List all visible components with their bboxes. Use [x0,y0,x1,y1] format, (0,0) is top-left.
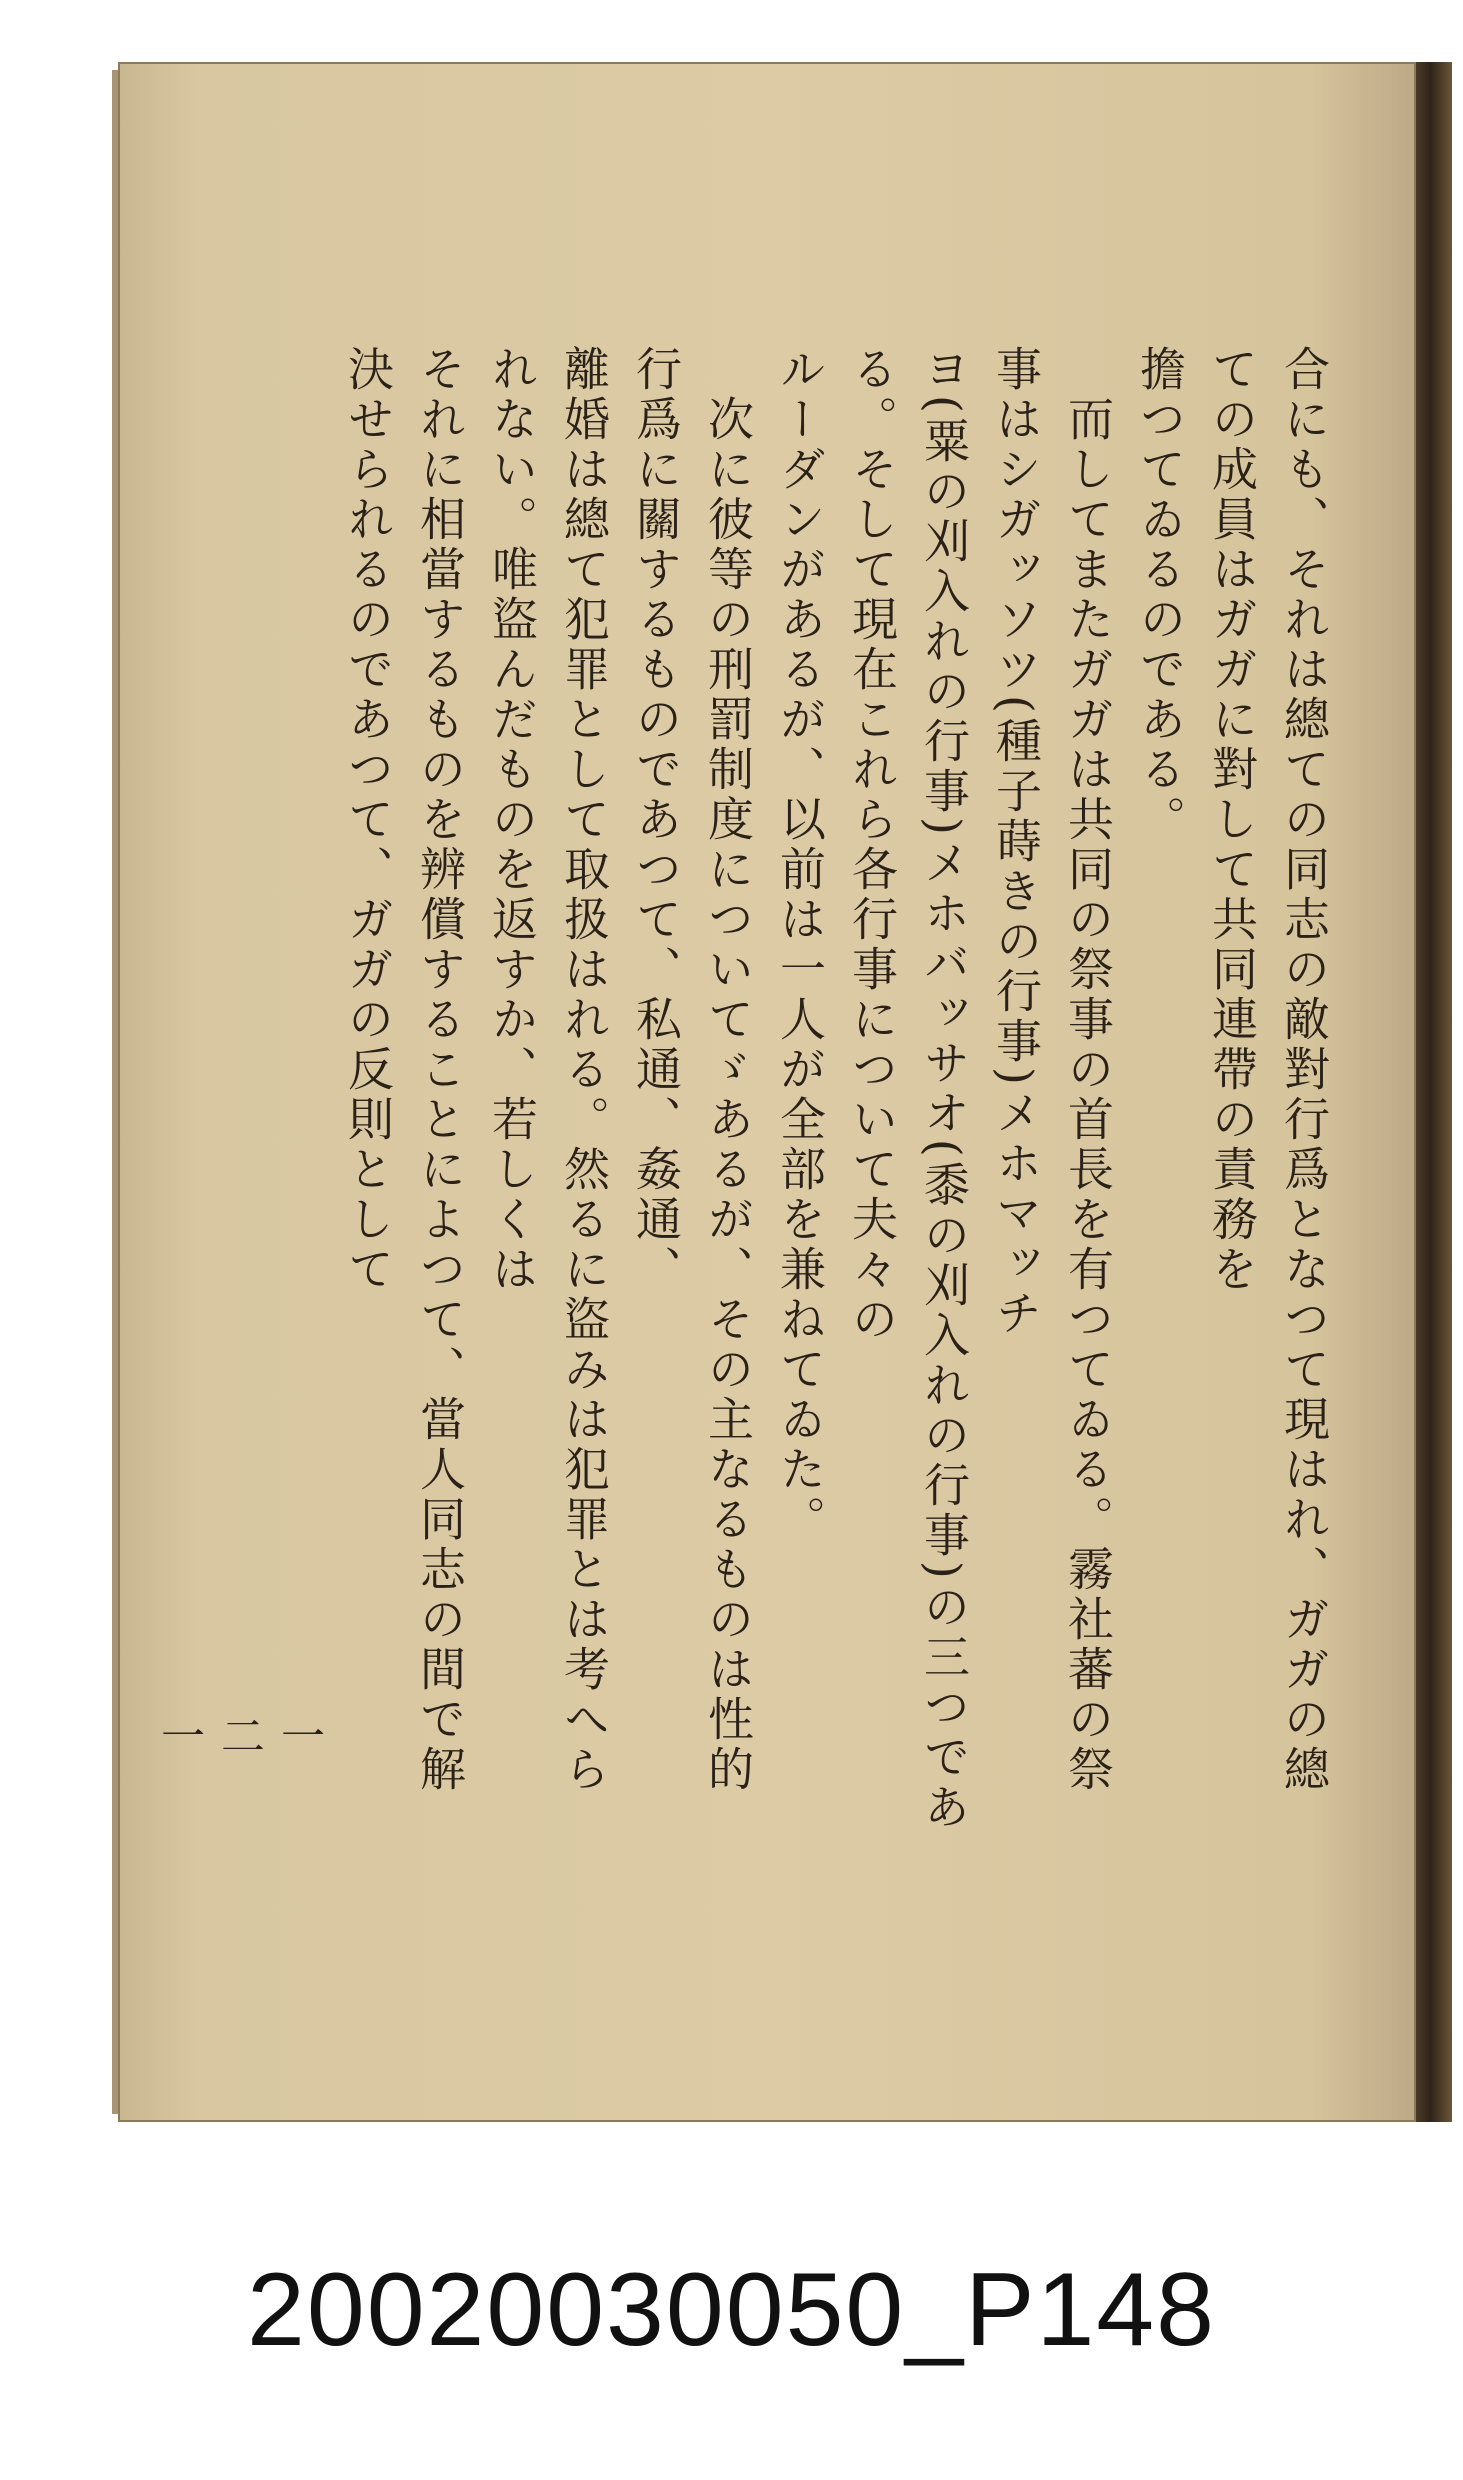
text-line: ルーダンがあるが、以前は一人が全部を兼ねてゐた。 [773,345,827,1545]
text-line: 而してまたガガは共同の祭事の首長を有つてゐる。霧社蕃の祭事はシガッソツ(種子蒔きの行事)メホマッチ [989,345,1115,1795]
text-line [330,345,332,1840]
text-line: ヨ(粟の刈入れの行事)メホバッサオ(黍の刈入れの行事)の三つである。そして現在これら各行事について夫々の [845,345,971,1833]
catalog-id-caption: 20020030050_P148 [247,2252,1216,2368]
book-spine-shadow [1416,62,1452,2122]
text-line: 合にも、それは總ての同志の敵對行爲となつて現はれ、ガガの總ての成員はガガに對して共同連帶の責務を [1205,345,1331,1795]
text-line: 次に彼等の刑罰制度についてゞあるが、その主なるものは性的行爲に關するものであつて、私通、姦通、 [629,345,755,1795]
text-line: 擔つてゐるのである。 [1133,345,1187,845]
body-text [330,345,1340,1840]
text-line: 離婚は總て犯罪として取扱はれる。然るに盜みは犯罪とは考へられない。唯盜んだものを返すか、若しくは [485,345,611,1795]
text-line: それに相當するものを辨償することによつて、當人同志の間で解決せられるのであつて、ガガの反則として [341,345,467,1795]
page-number: 一二一 [153,1713,324,1757]
